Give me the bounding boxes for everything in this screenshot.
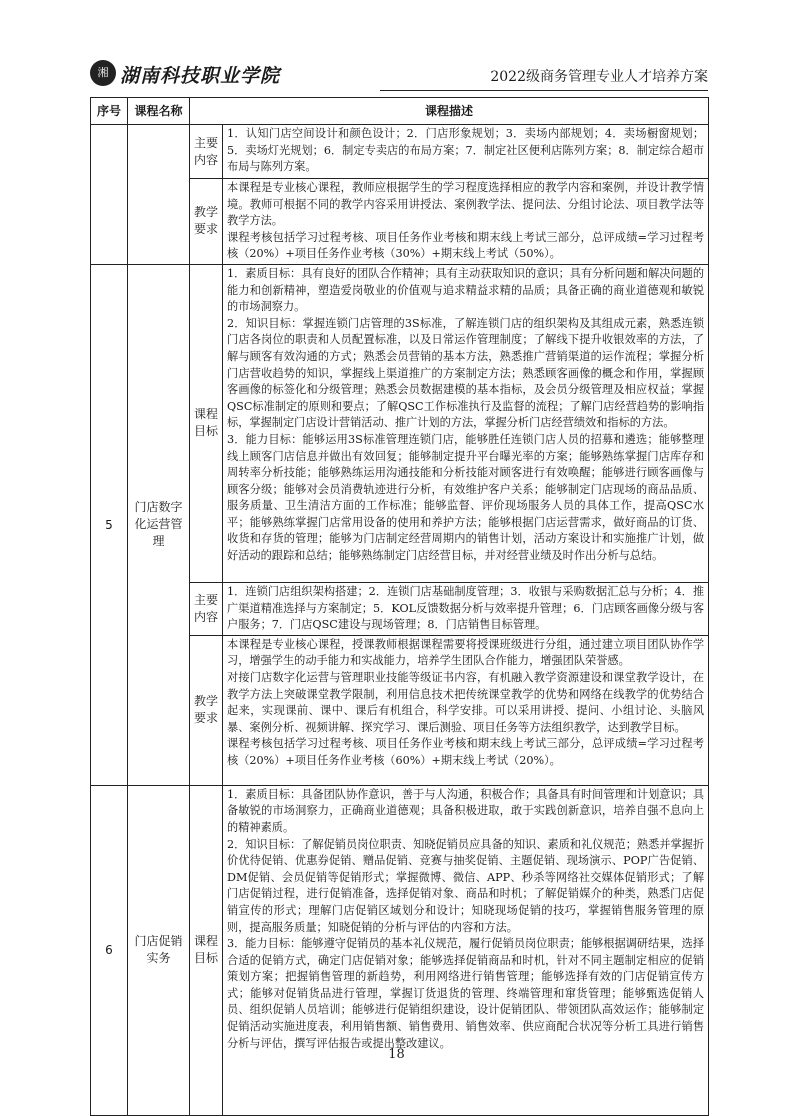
course-index: 5: [91, 264, 128, 785]
table-header-row: [91, 98, 709, 125]
school-logo-icon: 湘: [90, 60, 116, 86]
page-number: 18: [388, 1047, 405, 1062]
header-course-description: 课程描述: [190, 98, 709, 125]
row-label: 主要内容: [190, 582, 223, 635]
page-header: [90, 58, 708, 88]
course-name: 门店促销实务: [128, 785, 190, 1115]
row-text: 1．素质目标：具备团队协作意识，善于与人沟通，积极合作；具备具有时间管理和计划意识；具备敏锐的市场洞察力，正确商业道德观；具备积极进取，敢于实践创新意识，培养自强不息向上的精神素质。 2．知识目标：了解促销员岗位职责、知晓促销员应具备的知识、素质和礼仪规范；熟悉并掌握折价优待促销、优惠券促销、赠品促销、竞赛与抽奖促销、主题促销、现场演示、POP广告促销、DM促销、会员促销等促销形式；掌握微博、微信、APP、秒杀等网络社交媒体促销形式；了解门店促销过程，进行促销准备，选择促销对象、商品和时机；了解促销媒介的种类，熟悉门店促销宣传的形式；理解门店促销区域划分和设计；知晓现场促销的技巧，掌握销售服务管理的原则，提高服务质量；知晓促销的分析与评估的内容和方法。 3．能力目标：能够遵守促销员的基本礼仪规范，履行促销员岗位职责；能够根据调研结果，选择合适的促销方式，确定门店促销对象；能够选择促销商品和时机，针对不同主题制定相应的促销策划方案；把握销售管理的新趋势，利用网络进行销售管理；能够选择有效的门店促销宣传方式；能够对促销货品进行管理，掌握订货退货的管理、终端管理和窜货管理；能够甄选促销人员、组织促销人员培训；能够进行促销组织建设，设计促销团队、带领团队高效运作；能够制定促销活动实施进度表，利用销售额、销售费用、销售效率、供应商配合状况等分析工具进行销售分析与评估，撰写评估报告或提出整改建议。: [223, 785, 709, 1115]
row-label: 课程目标: [190, 785, 223, 1115]
school-name: 湖南科技职业学院: [120, 65, 281, 87]
table-row: [91, 785, 709, 1115]
document-title: 2022级商务管理专业人才培养方案: [490, 69, 708, 85]
row-label: 教学要求: [190, 635, 223, 785]
header-course-name: 课程名称: [128, 98, 190, 125]
row-label: 教学要求: [190, 179, 223, 265]
row-text: 1．素质目标：具有良好的团队合作精神；具有主动获取知识的意识；具有分析问题和解决问题的能力和创新精神，塑造爱岗敬业的价值观与追求精益求精的品质；具备正确的商业道德观和敏锐的市场洞察力。 2．知识目标：掌握连锁门店管理的3S标准，了解连锁门店的组织架构及其组成元素，熟悉连锁门店各岗位的职责和人员配置标准，以及日常运作管理制度；了解线下提升收银效率的方法，了解与顾客有效沟通的方式；熟悉会员营销的基本方法，熟悉推广营销渠道的运作流程；掌握分析门店营收趋势的知识，掌握线上渠道推广的方案制定方法；熟悉顾客画像的概念和作用，掌握顾客画像的标签化和分级管理；熟悉会员数据建模的基本指标，及会员分级管理及相应权益；掌握QSC标准制定的原则和要点；了解QSC工作标准执行及监督的流程；了解门店经营趋势的影响指标，掌握制定门店设计营销活动、推广计划的方法，掌握分析门店经营绩效和指标的方法。 3．能力目标：能够运用3S标准管理连锁门店，能够胜任连锁门店人员的招募和遴选；能够整理线上顾客门店信息并做出有效回复；能够制定提升平台曝光率的方案；能够熟练掌握门店库存和周转率分析技能；能够熟练运用沟通技能和分析技能对顾客进行有效唤醒；能够进行顾客画像与顾客分级；能够对会员消费轨迹进行分析，有效维护客户关系；能够制定门店现场的商品品质、服务质量、卫生清洁方面的工作标准；能够监督、评价现场服务人员的具体工作，提高QSC水平；能够熟练掌握门店常用设备的使用和养护方法；能够根据门店运营需求，做好商品的订货、收货和存货的管理；能够为门店制定经营周期内的销售计划，活动方案设计和实施推广计划，做好活动的跟踪和总结；能够熟练制定门店经营目标，并对经营业绩及时作出分析与总结。: [223, 264, 709, 582]
course-index: 6: [91, 785, 128, 1115]
row-text: 本课程是专业核心课程，教师应根据学生的学习程度选择相应的教学内容和案例，并设计教学情境。教师可根据不同的教学内容采用讲授法、案例教学法、提问法、分组讨论法、项目教学法等教学方法。 课程考核包括学习过程考核、项目任务作业考核和期末线上考试三部分，总评成绩=学习过程考核（20%）+项目任务作业考核（30%）+期末线上考试（50%）。: [223, 179, 709, 265]
continued-index-cell: [91, 125, 128, 265]
row-label: 主要内容: [190, 125, 223, 179]
header-index: 序号: [91, 98, 128, 125]
course-table: [90, 97, 709, 1116]
row-label: 课程目标: [190, 264, 223, 582]
row-text: 1．连锁门店组织架构搭建；2．连锁门店基础制度管理；3．收银与采购数据汇总与分析；4．推广渠道精准选择与方案制定；5．KOL反馈数据分析与效率提升管理；6．门店顾客画像分级与客户服务；7．门店QSC建设与现场管理；8．门店销售目标管理。: [223, 582, 709, 635]
table-row: [91, 264, 709, 582]
table-row: [91, 125, 709, 179]
course-name: 门店数字化运营管理: [128, 264, 190, 785]
row-text: 1．认知门店空间设计和颜色设计；2．门店形象规划；3．卖场内部规划；4．卖场橱窗规划；5．卖场灯光规划；6．制定专卖店的布局方案；7．制定社区便利店陈列方案；8．制定综合超市布局与陈列方案。: [223, 125, 709, 179]
continued-name-cell: [128, 125, 190, 265]
row-text: 本课程是专业核心课程，授课教师根据课程需要将授课班级进行分组，通过建立项目团队协作学习，增强学生的动手能力和实战能力，培养学生团队合作能力，增强团队荣誉感。 对接门店数字化运营与管理职业技能等级证书内容，有机融入教学资源建设和课堂教学设计，在教学方法上突破课堂教学限制，利用信息技术把传统课堂教学的优势和网络在线教学的优势结合起来，实现课前、课中、课后有机组合，科学安排。可以采用讲授、提问、小组讨论、头脑风暴、案例分析、视频讲解、探究学习、课后测验、项目任务等方法组织教学，达到教学目标。 课程考核包括学习过程考核、项目任务作业考核和期末线上考试三部分，总评成绩=学习过程考核（20%）+项目任务作业考核（60%）+期末线上考试（20%）。: [223, 635, 709, 785]
header-divider: [380, 90, 708, 91]
